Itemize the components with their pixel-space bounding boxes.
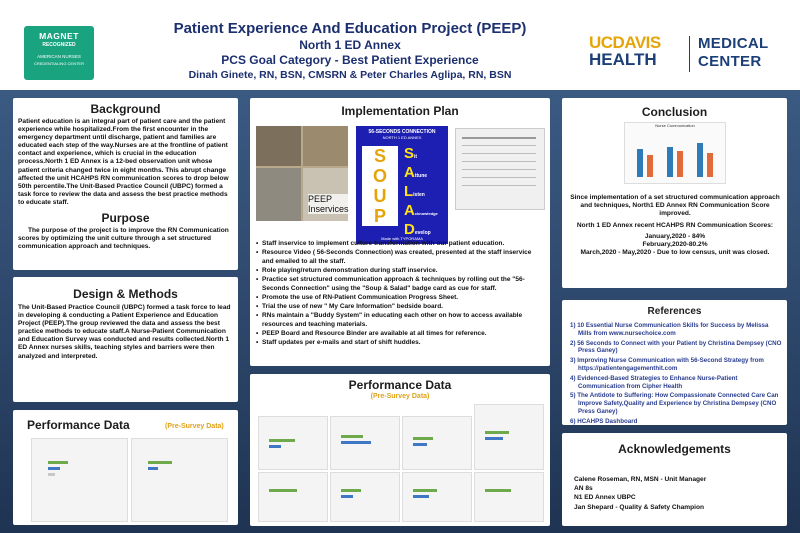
- chart-bar: [413, 443, 427, 446]
- poster-footer: Made with TYPORAMA: [381, 236, 423, 241]
- references-panel: [562, 300, 787, 425]
- reference-item: 4) Evidenced-Based Strategies to Enhance Nurse-Patient Communication from Cipher Health: [570, 374, 738, 390]
- perf-left-subtitle: (Pre-Survey Data): [165, 423, 224, 430]
- logo-divider: [689, 36, 690, 72]
- survey-chart-8: [330, 472, 400, 522]
- chart-bar: [677, 151, 683, 177]
- implementation-title: Implementation Plan: [341, 104, 459, 118]
- chart-bar: [667, 147, 673, 177]
- acknowledgements-list: [574, 475, 706, 512]
- perf-left-title: Performance Data: [27, 418, 130, 432]
- implementation-plan-panel: [250, 98, 550, 366]
- reference-item: 3) Improving Nurse Communication with 56-Second Strategy from https://patientengagementhit.com: [570, 357, 764, 372]
- background-text: Patient education is an integral part of patient care and the patient experience while hospitalized.From the first encounter in the emergency department until discharge, patient and families are educated each step of the way.Nurses are at the frontline of patient contact and experience, which is crucial in the education process.North 1 ED Annex is a 12-bed observation unit whose patient criteria changed twice in eight months. This abrupt change affected the unit HCAHPS RN communication scores to drop below 50th percentile.The Unit-Based Practice Council (UBPC) formed a task force to review the data and assess the best practice methods to educate staff.: [18, 118, 229, 206]
- sheet-line: [462, 185, 536, 186]
- poster-heading: 56-SECONDS CONNECTION: [368, 129, 436, 135]
- chart-bar: [707, 153, 713, 177]
- chart-bar: [697, 143, 703, 177]
- chart-bar: [485, 437, 503, 440]
- photo-segment: [256, 168, 301, 221]
- chart-bar: [148, 461, 172, 464]
- chart-bar: [269, 439, 295, 442]
- sheet-line: [462, 169, 536, 170]
- title-block: [120, 20, 580, 82]
- bullet-item: • Staff updates per e-mails and start of shift huddles.: [256, 339, 421, 346]
- salad-word: evelop: [414, 230, 431, 236]
- logo-health: HEALTH: [589, 50, 657, 69]
- logo-medical: MEDICAL: [698, 35, 769, 52]
- authors: Dinah Ginete, RN, BSN, CMSRN & Peter Charles Aglipa, RN, BSN: [188, 69, 512, 81]
- magnet-line1: MAGNET: [39, 31, 79, 41]
- salad-letter: S: [404, 145, 415, 162]
- sheet-line: [462, 137, 536, 139]
- salad-letter: L: [404, 183, 414, 200]
- salad-word: isten: [413, 192, 425, 198]
- chart-bar: [48, 461, 68, 464]
- logo-center: CENTER: [698, 53, 762, 70]
- survey-chart-5: [402, 416, 472, 470]
- purpose-title: Purpose: [101, 211, 150, 226]
- chart-label: Nurse Communication: [655, 123, 695, 128]
- reference-item: 2) 56 Seconds to Connect with your Patient by Christina Dempsey (CNO Press Ganey): [570, 339, 782, 355]
- conclusion-score-jan: January,2020 - 84%: [644, 232, 706, 240]
- chart-bar: [485, 431, 509, 434]
- photo-segment: [303, 126, 348, 166]
- bullet-item: • RNs maintain a "Buddy System" in educating each other on how to access available resources and teaching materials.: [256, 312, 523, 328]
- references-list: [570, 322, 782, 428]
- chart-bar: [647, 155, 653, 177]
- poster-sub: NORTH 1 ED ANNEX: [382, 135, 422, 140]
- soup-column: [362, 146, 398, 226]
- sheet-line: [462, 145, 536, 146]
- survey-chart-4: [330, 416, 400, 470]
- ack-item: N1 ED Annex UBPC: [574, 494, 636, 502]
- perf-mid-subtitle: (Pre-Survey Data): [370, 393, 430, 400]
- design-methods-panel: [13, 277, 238, 402]
- progress-sheet-image: [455, 128, 545, 210]
- magnet-line3: AMERICAN NURSES: [37, 54, 81, 59]
- reference-item: 5) The Antidote to Suffering: How Compassionate Connected Care Can Improve Safety,Quality and Experience by Christina Dempsey (CNO Press Ganey): [570, 392, 779, 415]
- chart-bar: [413, 437, 433, 440]
- chart-bar: [637, 149, 643, 177]
- acknowledgements-title: Acknowledgements: [618, 442, 731, 456]
- ack-item: Jan Shepard - Quality & Safety Champion: [574, 503, 705, 511]
- salad-letter: A: [404, 202, 415, 219]
- design-text: The Unit-Based Practice Council (UBPC) formed a task force to lead in developing & conducting a Patient Experience and Education Project (PEEP).The group reviewed the data and assess the best practice methods to educate staff.A Nurse-Patient Communication and Education Survey was conducted and results collected.North 1 ED Annex nurses skills, teaching styles and barriers were then analyzed and interpreted.: [18, 304, 231, 360]
- survey-chart-10: [474, 472, 544, 522]
- magnet-recognized-badge: [24, 26, 94, 80]
- reference-item: 1) 10 Essential Nurse Communication Skills for Success by Melissa Mills from www.nursechoice.com: [570, 322, 769, 337]
- chart-bar: [341, 495, 353, 498]
- bullet-item: • Promote the use of RN-Patient Communication Progress Sheet.: [256, 294, 459, 301]
- salad-word: it: [414, 154, 418, 160]
- conclusion-title: Conclusion: [641, 105, 708, 119]
- sheet-line: [462, 153, 536, 154]
- chart-bar: [413, 495, 429, 498]
- reference-item: 6) HCAHPS Dashboard: [570, 417, 638, 425]
- ack-item: AN 8s: [574, 485, 593, 493]
- survey-chart-7: [258, 472, 328, 522]
- bullet-item: • Resource Video ( 56-Seconds Connection) was created, presented at the staff inservice and emailed to all the staff.: [256, 249, 532, 265]
- ack-item: Calene Roseman, RN, MSN - Unit Manager: [574, 476, 707, 483]
- unit-name: North 1 ED Annex: [299, 38, 401, 52]
- salad-letter: A: [404, 164, 415, 181]
- conclusion-text: [570, 194, 780, 257]
- logo-medical-center: [698, 35, 768, 71]
- soup-salad-poster: [356, 126, 448, 244]
- logo-ucdavis: UCDAVIS: [589, 33, 661, 52]
- chart-bar: [269, 489, 297, 492]
- photo-caption: PEEP Inservices: [308, 194, 349, 214]
- conclusion-text1: Since implementation of a set structured communication approach and techniques, North1 ED Annex RN Communication Score improved.: [570, 194, 780, 218]
- salad-word: ttune: [414, 173, 428, 179]
- purpose-text: The purpose of the project is to improve the RN Communication scores by optimizing the unit culture through a set structured communication approach and techniques.: [18, 227, 229, 251]
- chart-bar: [269, 445, 281, 448]
- bullet-item: • Practice set structured communication approach & techniques by rolling out the "56-Seconds Connection" using the "Soup & Salad" badge card as cue for staff.: [256, 276, 525, 292]
- design-title: Design & Methods: [73, 287, 178, 301]
- survey-chart-1: [31, 438, 128, 522]
- survey-chart-2: [131, 438, 228, 522]
- poster-header: [0, 0, 800, 90]
- ucdavis-health-logo: [585, 34, 785, 78]
- conclusion-text2: North 1 ED Annex recent HCAHPS RN Communication Scores:: [576, 221, 774, 229]
- conclusion-score-feb: February,2020-80.2%: [642, 241, 708, 249]
- magnet-line4: CREDENTIALING CENTER: [33, 61, 84, 66]
- soup-letter: P: [373, 206, 386, 226]
- background-panel: [13, 98, 238, 270]
- soup-letter: O: [372, 166, 387, 186]
- bullet-item: • Trial the use of new " My Care Information" bedside board.: [256, 303, 443, 310]
- chart-bar: [341, 489, 361, 492]
- conclusion-score-mar: March,2020 - May,2020 - Due to low census, unit was closed.: [580, 249, 770, 257]
- background-title: Background: [90, 102, 161, 116]
- chart-bar: [413, 489, 437, 492]
- chart-bar: [341, 441, 371, 444]
- chart-bar: [341, 435, 363, 438]
- sheet-line: [462, 177, 536, 178]
- perf-mid-title: Performance Data: [348, 378, 452, 392]
- performance-data-mid-panel: [250, 374, 550, 526]
- references-title: References: [647, 306, 702, 317]
- survey-chart-3: [258, 416, 328, 470]
- magnet-line2: RECOGNIZED: [42, 42, 76, 48]
- salad-letter: D: [404, 221, 415, 238]
- soup-letter: U: [373, 186, 387, 206]
- goal-category: PCS Goal Category - Best Patient Experience: [221, 53, 479, 67]
- salad-column: [404, 145, 446, 238]
- poster-title: Patient Experience And Education Project (PEEP): [173, 20, 527, 37]
- bullet-item: • PEEP Board and Resource Binder are available at all times for reference.: [256, 330, 487, 337]
- chart-bar: [48, 467, 60, 470]
- survey-chart-6: [474, 404, 544, 470]
- survey-chart-9: [402, 472, 472, 522]
- chart-bar: [48, 473, 55, 476]
- acknowledgements-panel: [562, 433, 787, 526]
- inservice-photo: [256, 126, 348, 221]
- bullet-item: • Role playing/return demonstration during staff inservice.: [256, 267, 438, 274]
- photo-segment: [256, 126, 301, 166]
- implementation-bullets: [256, 239, 544, 347]
- salad-word: cknowledge: [414, 211, 438, 216]
- nurse-communication-chart: [624, 122, 726, 184]
- soup-letter: S: [373, 146, 386, 166]
- bullet-item: • Staff inservice to implement culture transformation with our patient education.: [256, 240, 505, 247]
- conclusion-panel: [562, 98, 787, 288]
- performance-data-left-panel: [13, 410, 238, 525]
- chart-bar: [148, 467, 158, 470]
- chart-bar: [485, 489, 511, 492]
- sheet-line: [462, 161, 536, 162]
